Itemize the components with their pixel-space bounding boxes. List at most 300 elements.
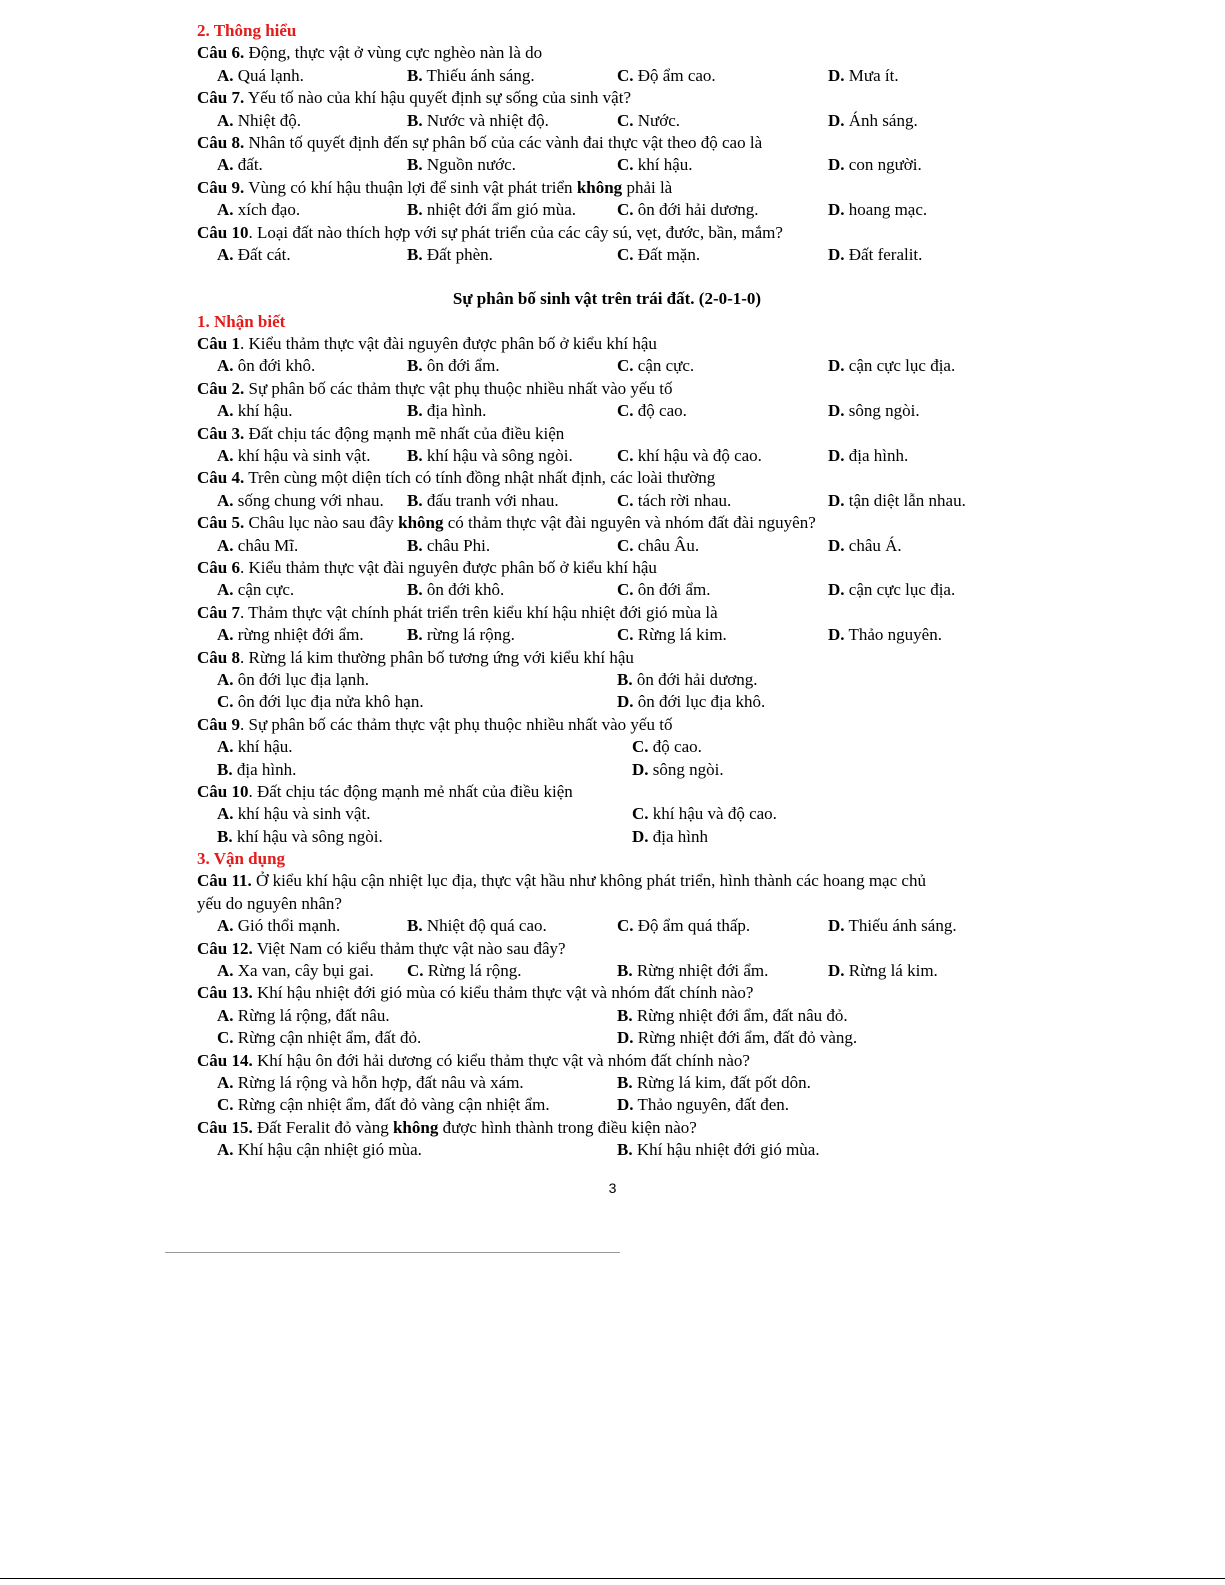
option-text: Rừng nhiệt đới ẩm, đất nâu đỏ. bbox=[636, 1005, 848, 1025]
question-stem bbox=[197, 938, 1017, 960]
question-text: Vùng có khí hậu thuận lợi để sinh vật phát triển bbox=[248, 177, 573, 197]
options-row bbox=[197, 490, 1017, 512]
option-letter: D. bbox=[828, 155, 845, 175]
option-letter: C. bbox=[617, 535, 634, 555]
emphasis-text: không bbox=[398, 513, 444, 533]
option-letter: A. bbox=[217, 244, 234, 264]
option-text: Thảo nguyên, đất đen. bbox=[637, 1095, 790, 1115]
option-letter: D. bbox=[632, 759, 649, 779]
option-text: Rừng lá kim. bbox=[848, 961, 938, 981]
option-letter: C. bbox=[617, 244, 634, 264]
option-letter: B. bbox=[407, 580, 423, 600]
option-a bbox=[217, 960, 374, 982]
question-number: Câu 8. bbox=[197, 132, 245, 152]
question-number: Câu 10 bbox=[197, 781, 249, 801]
option-text: Ánh sáng. bbox=[848, 110, 918, 130]
option-text: ôn đới ẩm. bbox=[426, 356, 500, 376]
question-text: Khí hậu ôn đới hải dương có kiểu thảm thực vật và nhóm đất chính nào? bbox=[256, 1050, 750, 1070]
option-text: sống chung với nhau. bbox=[237, 490, 384, 510]
option-text: khí hậu. bbox=[237, 401, 293, 421]
page-number: 3 bbox=[608, 1180, 617, 1196]
option-letter: B. bbox=[407, 356, 423, 376]
options-row bbox=[197, 915, 1017, 937]
options-row bbox=[197, 624, 1017, 646]
option-text: ôn đới khô. bbox=[237, 356, 316, 376]
option-letter: A. bbox=[217, 961, 234, 981]
option-letter: B. bbox=[407, 401, 423, 421]
option-letter: B. bbox=[407, 244, 423, 264]
question-stem bbox=[197, 467, 1017, 489]
option-text: Độ ẩm quá thấp. bbox=[637, 916, 751, 936]
option-text: cận cực lục địa. bbox=[848, 580, 956, 600]
option-letter: C. bbox=[217, 1095, 234, 1115]
question-number: Câu 7. bbox=[197, 88, 245, 108]
option-text: ôn đới hải dương. bbox=[637, 200, 759, 220]
question-text: có thảm thực vật đài nguyên và nhóm đất đài nguyên? bbox=[447, 513, 816, 533]
option-text: khí hậu và độ cao. bbox=[652, 804, 777, 824]
option-letter: C. bbox=[217, 692, 234, 712]
option-text: Rừng lá rộng. bbox=[427, 961, 522, 981]
option-b bbox=[407, 110, 549, 132]
option-text: Xa van, cây bụi gai. bbox=[237, 961, 374, 981]
footer-divider bbox=[165, 1252, 620, 1253]
options-row bbox=[197, 803, 1017, 825]
question-stem bbox=[197, 177, 1017, 199]
option-d bbox=[828, 960, 938, 982]
option-c bbox=[617, 400, 687, 422]
option-a bbox=[217, 803, 370, 825]
option-text: độ cao. bbox=[637, 401, 687, 421]
option-letter: A. bbox=[217, 535, 234, 555]
option-text: địa hình bbox=[652, 826, 709, 846]
question-stem bbox=[197, 781, 1017, 803]
option-a bbox=[217, 624, 364, 646]
option-d bbox=[828, 355, 955, 377]
question-number: Câu 9 bbox=[197, 714, 240, 734]
question-text: . Kiểu thảm thực vật đài nguyên được phân bố ở kiểu khí hậu bbox=[239, 557, 657, 577]
question-text: Yếu tố nào của khí hậu quyết định sự sống của sinh vật? bbox=[247, 88, 631, 108]
question-stem bbox=[197, 333, 1017, 355]
option-a bbox=[217, 535, 298, 557]
option-d bbox=[828, 400, 920, 422]
option-text: ôn đới khô. bbox=[426, 580, 505, 600]
option-letter: D. bbox=[828, 961, 845, 981]
question-text: . Thảm thực vật chính phát triển trên kiểu khí hậu nhiệt đới gió mùa là bbox=[239, 602, 718, 622]
option-letter: B. bbox=[617, 669, 633, 689]
option-text: Thiếu ánh sáng. bbox=[848, 916, 957, 936]
option-text: Nguồn nước. bbox=[426, 155, 516, 175]
question-number: Câu 12. bbox=[197, 938, 253, 958]
question-number: Câu 7 bbox=[197, 602, 240, 622]
question-number: Câu 2. bbox=[197, 378, 245, 398]
options-row bbox=[197, 199, 1017, 221]
option-text: ôn đới lục địa nửa khô hạn. bbox=[237, 692, 424, 712]
option-letter: C. bbox=[617, 446, 634, 466]
option-text: đấu tranh với nhau. bbox=[426, 490, 559, 510]
option-text: cận cực. bbox=[637, 356, 695, 376]
question-stem bbox=[197, 423, 1017, 445]
option-text: Đất feralit. bbox=[848, 244, 923, 264]
option-text: Rừng cận nhiệt ẩm, đất đỏ vàng cận nhiệt ẩm. bbox=[237, 1095, 550, 1115]
option-letter: B. bbox=[217, 759, 233, 779]
emphasis-text: không bbox=[392, 1117, 439, 1137]
options-row bbox=[197, 1072, 1017, 1094]
option-text: Rừng nhiệt đới ẩm, đất đỏ vàng. bbox=[637, 1028, 858, 1048]
option-text: Rừng lá kim, đất pốt dôn. bbox=[636, 1072, 811, 1092]
options-row bbox=[197, 535, 1017, 557]
option-letter: C. bbox=[217, 1028, 234, 1048]
option-d bbox=[828, 199, 927, 221]
option-d bbox=[632, 759, 724, 781]
option-letter: A. bbox=[217, 401, 234, 421]
option-letter: A. bbox=[217, 110, 234, 130]
spacer bbox=[197, 266, 1017, 288]
question-text: Việt Nam có kiểu thảm thực vật nào sau đây? bbox=[256, 938, 566, 958]
option-letter: A. bbox=[217, 65, 234, 85]
question-stem bbox=[197, 222, 1017, 244]
question-stem bbox=[197, 647, 1017, 669]
option-text: ôn đới lục địa khô. bbox=[637, 692, 766, 712]
option-letter: D. bbox=[828, 625, 845, 645]
option-letter: A. bbox=[217, 1005, 234, 1025]
option-letter: A. bbox=[217, 1072, 234, 1092]
option-b bbox=[407, 199, 576, 221]
option-text: Thiếu ánh sáng. bbox=[426, 65, 535, 85]
option-a bbox=[217, 915, 340, 937]
option-letter: D. bbox=[828, 65, 845, 85]
option-letter: B. bbox=[617, 1140, 633, 1160]
option-b bbox=[407, 490, 559, 512]
option-c bbox=[617, 110, 680, 132]
option-a bbox=[217, 1072, 524, 1094]
option-letter: B. bbox=[407, 446, 423, 466]
question-number: Câu 15. bbox=[197, 1117, 253, 1137]
option-letter: B. bbox=[407, 155, 423, 175]
section-heading: 1. Nhận biết bbox=[197, 311, 286, 331]
section-heading: 3. Vận dụng bbox=[197, 849, 286, 869]
option-text: châu Á. bbox=[848, 535, 902, 555]
option-b bbox=[617, 960, 768, 982]
option-text: ôn đới hải dương. bbox=[636, 669, 758, 689]
question-number: Câu 9. bbox=[197, 177, 245, 197]
options-row bbox=[197, 110, 1017, 132]
question-stem bbox=[197, 870, 1017, 892]
question-text: . Loại đất nào thích hợp với sự phát triển của các cây sú, vẹt, đước, bần, mắm? bbox=[248, 222, 783, 242]
question-stem bbox=[197, 557, 1017, 579]
option-a bbox=[217, 579, 294, 601]
option-text: xích đạo. bbox=[237, 200, 301, 220]
question-text: được hình thành trong điều kiện nào? bbox=[442, 1117, 697, 1137]
question-stem bbox=[197, 87, 1017, 109]
option-text: rừng lá rộng. bbox=[426, 625, 515, 645]
option-a bbox=[217, 490, 384, 512]
option-text: độ cao. bbox=[652, 737, 702, 757]
question-stem bbox=[197, 982, 1017, 1004]
option-a bbox=[217, 154, 263, 176]
option-d bbox=[617, 691, 765, 713]
option-text: cận cực. bbox=[237, 580, 295, 600]
option-a bbox=[217, 400, 293, 422]
option-letter: A. bbox=[217, 356, 234, 376]
option-b bbox=[407, 445, 573, 467]
option-text: Rừng nhiệt đới ẩm. bbox=[636, 961, 769, 981]
option-text: Đất cát. bbox=[237, 244, 291, 264]
option-d bbox=[828, 445, 908, 467]
question-text: . Đất chịu tác động mạnh mẻ nhất của điều kiện bbox=[248, 781, 573, 801]
option-text: Đất mặn. bbox=[637, 244, 701, 264]
option-letter: C. bbox=[632, 804, 649, 824]
option-letter: C. bbox=[617, 490, 634, 510]
option-b bbox=[617, 1139, 820, 1161]
option-letter: C. bbox=[617, 580, 634, 600]
option-letter: D. bbox=[632, 826, 649, 846]
question-text: phải là bbox=[626, 177, 673, 197]
option-text: khí hậu và sinh vật. bbox=[237, 446, 371, 466]
option-letter: D. bbox=[828, 356, 845, 376]
options-row bbox=[197, 736, 1017, 758]
option-letter: B. bbox=[407, 200, 423, 220]
option-c bbox=[617, 579, 711, 601]
section-title: Sự phân bố sinh vật trên trái đất. (2-0-1-0) bbox=[452, 289, 762, 309]
option-b bbox=[407, 915, 547, 937]
option-b bbox=[617, 1072, 811, 1094]
option-letter: B. bbox=[617, 1072, 633, 1092]
question-number: Câu 4. bbox=[197, 468, 245, 488]
option-letter: D. bbox=[828, 401, 845, 421]
option-d bbox=[828, 110, 918, 132]
option-d bbox=[828, 535, 902, 557]
option-letter: D. bbox=[828, 490, 845, 510]
question-number: Câu 5. bbox=[197, 513, 245, 533]
option-text: khí hậu và sông ngòi. bbox=[236, 826, 383, 846]
option-text: sông ngòi. bbox=[652, 759, 724, 779]
option-text: Rừng cận nhiệt ẩm, đất đỏ. bbox=[237, 1028, 422, 1048]
option-b bbox=[407, 579, 504, 601]
question-stem bbox=[197, 1050, 1017, 1072]
option-letter: B. bbox=[407, 65, 423, 85]
options-row bbox=[197, 65, 1017, 87]
options-row bbox=[197, 669, 1017, 691]
option-letter: D. bbox=[828, 110, 845, 130]
option-d bbox=[632, 826, 708, 848]
question-stem bbox=[197, 714, 1017, 736]
option-letter: A. bbox=[217, 625, 234, 645]
options-row bbox=[197, 579, 1017, 601]
option-c bbox=[617, 199, 758, 221]
option-letter: B. bbox=[407, 625, 423, 645]
option-letter: A. bbox=[217, 580, 234, 600]
section-heading: 2. Thông hiểu bbox=[197, 21, 297, 40]
option-a bbox=[217, 1005, 390, 1027]
option-letter: A. bbox=[217, 669, 234, 689]
option-letter: A. bbox=[217, 155, 234, 175]
option-c bbox=[617, 624, 727, 646]
question-number: Câu 14. bbox=[197, 1050, 253, 1070]
option-text: Rừng lá rộng và hỗn hợp, đất nâu và xám. bbox=[237, 1072, 524, 1092]
question-number: Câu 1 bbox=[197, 334, 240, 354]
options-row bbox=[197, 1094, 1017, 1116]
option-letter: C. bbox=[617, 110, 634, 130]
options-row bbox=[197, 759, 1017, 781]
option-text: ôn đới lục địa lạnh. bbox=[237, 669, 370, 689]
question-text: Động, thực vật ở vùng cực nghèo nàn là do bbox=[248, 43, 543, 63]
option-letter: D. bbox=[617, 1095, 634, 1115]
option-b bbox=[407, 624, 515, 646]
option-text: Nhiệt độ quá cao. bbox=[426, 916, 547, 936]
option-text: nhiệt đới ẩm gió mùa. bbox=[426, 200, 577, 220]
option-a bbox=[217, 355, 315, 377]
options-row bbox=[197, 400, 1017, 422]
option-c bbox=[617, 65, 716, 87]
option-letter: D. bbox=[828, 446, 845, 466]
option-letter: C. bbox=[617, 356, 634, 376]
option-c bbox=[617, 915, 750, 937]
option-letter: A. bbox=[217, 446, 234, 466]
option-letter: A. bbox=[217, 490, 234, 510]
option-text: khí hậu. bbox=[237, 737, 293, 757]
option-c bbox=[217, 691, 424, 713]
option-d bbox=[617, 1094, 789, 1116]
options-row bbox=[197, 691, 1017, 713]
option-c bbox=[217, 1094, 550, 1116]
option-text: châu Phi. bbox=[426, 535, 491, 555]
question-text: . Rừng lá kim thường phân bố tương ứng với kiểu khí hậu bbox=[239, 647, 634, 667]
question-text: Khí hậu nhiệt đới gió mùa có kiểu thảm thực vật và nhóm đất chính nào? bbox=[256, 983, 754, 1003]
option-letter: D. bbox=[617, 1028, 634, 1048]
option-c bbox=[617, 535, 699, 557]
question-stem bbox=[197, 42, 1017, 64]
option-letter: B. bbox=[617, 1005, 633, 1025]
option-a bbox=[217, 199, 300, 221]
option-letter: C. bbox=[407, 961, 424, 981]
option-c bbox=[617, 355, 694, 377]
option-letter: C. bbox=[617, 155, 634, 175]
option-text: khí hậu. bbox=[637, 155, 693, 175]
question-stem bbox=[197, 1117, 1017, 1139]
option-letter: B. bbox=[217, 826, 233, 846]
option-text: Rừng lá kim. bbox=[637, 625, 727, 645]
option-letter: D. bbox=[828, 200, 845, 220]
option-letter: A. bbox=[217, 200, 234, 220]
option-c bbox=[617, 445, 762, 467]
option-text: Nước. bbox=[637, 110, 681, 130]
options-row bbox=[197, 244, 1017, 266]
option-b bbox=[407, 244, 493, 266]
question-text: Châu lục nào sau đây bbox=[248, 513, 394, 533]
option-text: địa hình. bbox=[426, 401, 487, 421]
option-b bbox=[617, 1005, 848, 1027]
option-d bbox=[828, 579, 955, 601]
option-c bbox=[632, 736, 702, 758]
option-b bbox=[407, 154, 516, 176]
question-text: . Sự phân bố các thảm thực vật phụ thuộc nhiều nhất vào yếu tố bbox=[239, 714, 673, 734]
option-c bbox=[617, 490, 731, 512]
question-number: Câu 10 bbox=[197, 222, 249, 242]
option-text: tận diệt lẫn nhau. bbox=[848, 490, 966, 510]
option-text: Quá lạnh. bbox=[237, 65, 304, 85]
option-letter: C. bbox=[617, 200, 634, 220]
option-c bbox=[632, 803, 777, 825]
option-b bbox=[407, 65, 535, 87]
options-row bbox=[197, 1139, 1017, 1161]
option-letter: B. bbox=[407, 916, 423, 936]
option-text: khí hậu và độ cao. bbox=[637, 446, 762, 466]
option-b bbox=[217, 759, 296, 781]
option-b bbox=[217, 826, 383, 848]
option-b bbox=[407, 400, 486, 422]
option-text: đất. bbox=[237, 155, 263, 175]
option-a bbox=[217, 110, 301, 132]
option-text: châu Âu. bbox=[637, 535, 700, 555]
option-d bbox=[828, 65, 899, 87]
option-text: châu Mĩ. bbox=[237, 535, 299, 555]
option-letter: B. bbox=[407, 490, 423, 510]
option-text: địa hình. bbox=[236, 759, 297, 779]
option-a bbox=[217, 736, 293, 758]
option-text: địa hình. bbox=[848, 446, 909, 466]
option-d bbox=[828, 915, 957, 937]
option-letter: D. bbox=[617, 692, 634, 712]
option-d bbox=[828, 154, 922, 176]
question-text: Sự phân bố các thảm thực vật phụ thuộc nhiều nhất vào yếu tố bbox=[248, 378, 673, 398]
question-number: Câu 13. bbox=[197, 983, 253, 1003]
option-text: Thảo nguyên. bbox=[848, 625, 942, 645]
option-text: khí hậu và sông ngòi. bbox=[426, 446, 573, 466]
option-letter: C. bbox=[617, 916, 634, 936]
option-text: cận cực lục địa. bbox=[848, 356, 956, 376]
option-d bbox=[828, 624, 942, 646]
option-a bbox=[217, 1139, 422, 1161]
question-stem bbox=[197, 512, 1017, 534]
document-page bbox=[197, 20, 1017, 1162]
options-row bbox=[197, 1027, 1017, 1049]
option-letter: C. bbox=[617, 401, 634, 421]
option-letter: D. bbox=[828, 535, 845, 555]
question-number: Câu 3. bbox=[197, 423, 245, 443]
option-text: hoang mạc. bbox=[848, 200, 928, 220]
option-text: ôn đới ẩm. bbox=[637, 580, 711, 600]
question-number: Câu 6. bbox=[197, 43, 245, 63]
question-stem-continued: yếu do nguyên nhân? bbox=[197, 893, 342, 913]
option-letter: A. bbox=[217, 1140, 234, 1160]
option-text: khí hậu và sinh vật. bbox=[237, 804, 371, 824]
options-row bbox=[197, 445, 1017, 467]
option-letter: A. bbox=[217, 916, 234, 936]
option-text: Nhiệt độ. bbox=[237, 110, 302, 130]
option-letter: B. bbox=[407, 535, 423, 555]
question-stem bbox=[197, 132, 1017, 154]
option-a bbox=[217, 65, 304, 87]
option-c bbox=[407, 960, 522, 982]
option-b bbox=[407, 535, 490, 557]
option-letter: D. bbox=[828, 580, 845, 600]
option-c bbox=[617, 244, 700, 266]
option-a bbox=[217, 669, 369, 691]
option-letter: A. bbox=[217, 737, 234, 757]
option-d bbox=[828, 490, 966, 512]
question-stem bbox=[197, 602, 1017, 624]
question-number: Câu 11. bbox=[197, 871, 252, 891]
option-text: Độ ẩm cao. bbox=[637, 65, 716, 85]
question-text: Ở kiểu khí hậu cận nhiệt lục địa, thực vật hầu như không phát triển, hình thành các hoang mạc chủ bbox=[256, 871, 926, 891]
question-stem bbox=[197, 378, 1017, 400]
options-row bbox=[197, 1005, 1017, 1027]
option-letter: A. bbox=[217, 804, 234, 824]
question-number: Câu 6 bbox=[197, 557, 240, 577]
option-text: Đất phèn. bbox=[426, 244, 493, 264]
option-d bbox=[828, 244, 922, 266]
option-a bbox=[217, 445, 370, 467]
